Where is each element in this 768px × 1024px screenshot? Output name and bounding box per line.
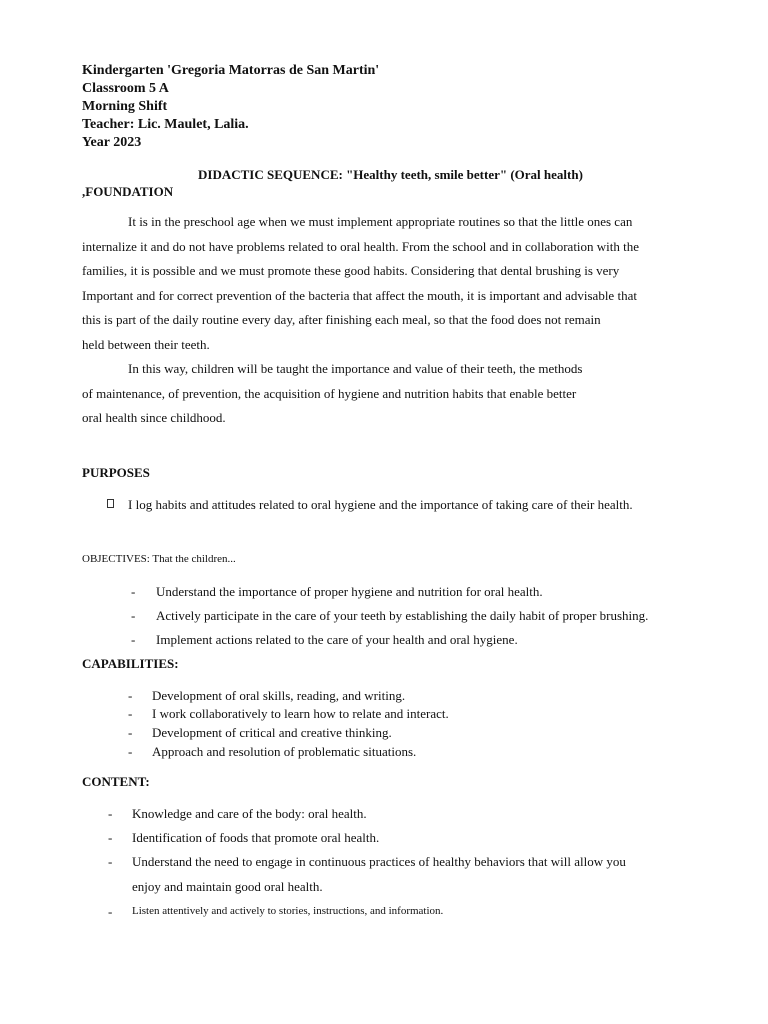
content-item: Understand the need to engage in continuous practices of healthy behaviors that will allow you [132, 854, 626, 869]
content-item-continuation: enjoy and maintain good oral health. [132, 879, 323, 894]
capabilities-heading: CAPABILITIES: [82, 656, 179, 671]
foundation-heading: ,FOUNDATION [82, 184, 174, 199]
foundation-line: families, it is possible and we must promote these good habits. Considering that dental brushing is very [82, 263, 620, 278]
foundation-line: It is in the preschool age when we must implement appropriate routines so that the little ones can [128, 214, 633, 229]
foundation-line: In this way, children will be taught the importance and value of their teeth, the methods [128, 361, 583, 376]
dash-bullet: - [108, 904, 113, 919]
foundation-line: oral health since childhood. [82, 410, 226, 425]
checkbox-bullet-icon [107, 499, 114, 508]
objective-item: Implement actions related to the care of your health and oral hygiene. [156, 632, 518, 647]
teacher: Teacher: Lic. Maulet, Lalia. [82, 117, 249, 132]
foundation-line: of maintenance, of prevention, the acquisition of hygiene and nutrition habits that enable better [82, 386, 577, 401]
dash-bullet: - [128, 744, 133, 759]
school-name: Kindergarten 'Gregoria Matorras de San Martin' [82, 63, 380, 78]
capability-item: Approach and resolution of problematic situations. [152, 744, 417, 759]
shift: Morning Shift [82, 99, 168, 114]
foundation-line: Important and for correct prevention of the bacteria that affect the mouth, it is important and advisable that [82, 288, 637, 303]
foundation-line: this is part of the daily routine every day, after finishing each meal, so that the food does not remain [82, 312, 601, 327]
foundation-line: held between their teeth. [82, 337, 210, 352]
capability-item: Development of oral skills, reading, and writing. [152, 688, 406, 703]
purpose-item: I log habits and attitudes related to oral hygiene and the importance of taking care of their health. [128, 497, 633, 512]
dash-bullet: - [131, 584, 136, 599]
foundation-line: internalize it and do not have problems related to oral health. From the school and in collaboration with the [82, 239, 640, 254]
dash-bullet: - [131, 608, 136, 623]
capability-item: I work collaboratively to learn how to relate and interact. [152, 706, 449, 721]
document-title: DIDACTIC SEQUENCE: "Healthy teeth, smile better" (Oral health) [198, 167, 583, 182]
dash-bullet: - [108, 854, 113, 869]
objectives-heading: OBJECTIVES: That the children... [82, 553, 236, 565]
content-heading: CONTENT: [82, 774, 150, 789]
year: Year 2023 [82, 135, 142, 150]
purposes-heading: PURPOSES [82, 465, 150, 480]
content-item: Listen attentively and actively to stories, instructions, and information. [132, 905, 444, 917]
classroom: Classroom 5 A [82, 81, 169, 96]
capability-item: Development of critical and creative thinking. [152, 725, 392, 740]
content-item: Knowledge and care of the body: oral health. [132, 806, 367, 821]
dash-bullet: - [128, 706, 133, 721]
objective-item: Understand the importance of proper hygiene and nutrition for oral health. [156, 584, 543, 599]
dash-bullet: - [108, 806, 113, 821]
dash-bullet: - [128, 725, 133, 740]
dash-bullet: - [131, 632, 136, 647]
content-item: Identification of foods that promote oral health. [132, 830, 380, 845]
dash-bullet: - [128, 688, 133, 703]
objective-item: Actively participate in the care of your teeth by establishing the daily habit of proper brushing. [156, 608, 649, 623]
dash-bullet: - [108, 830, 113, 845]
